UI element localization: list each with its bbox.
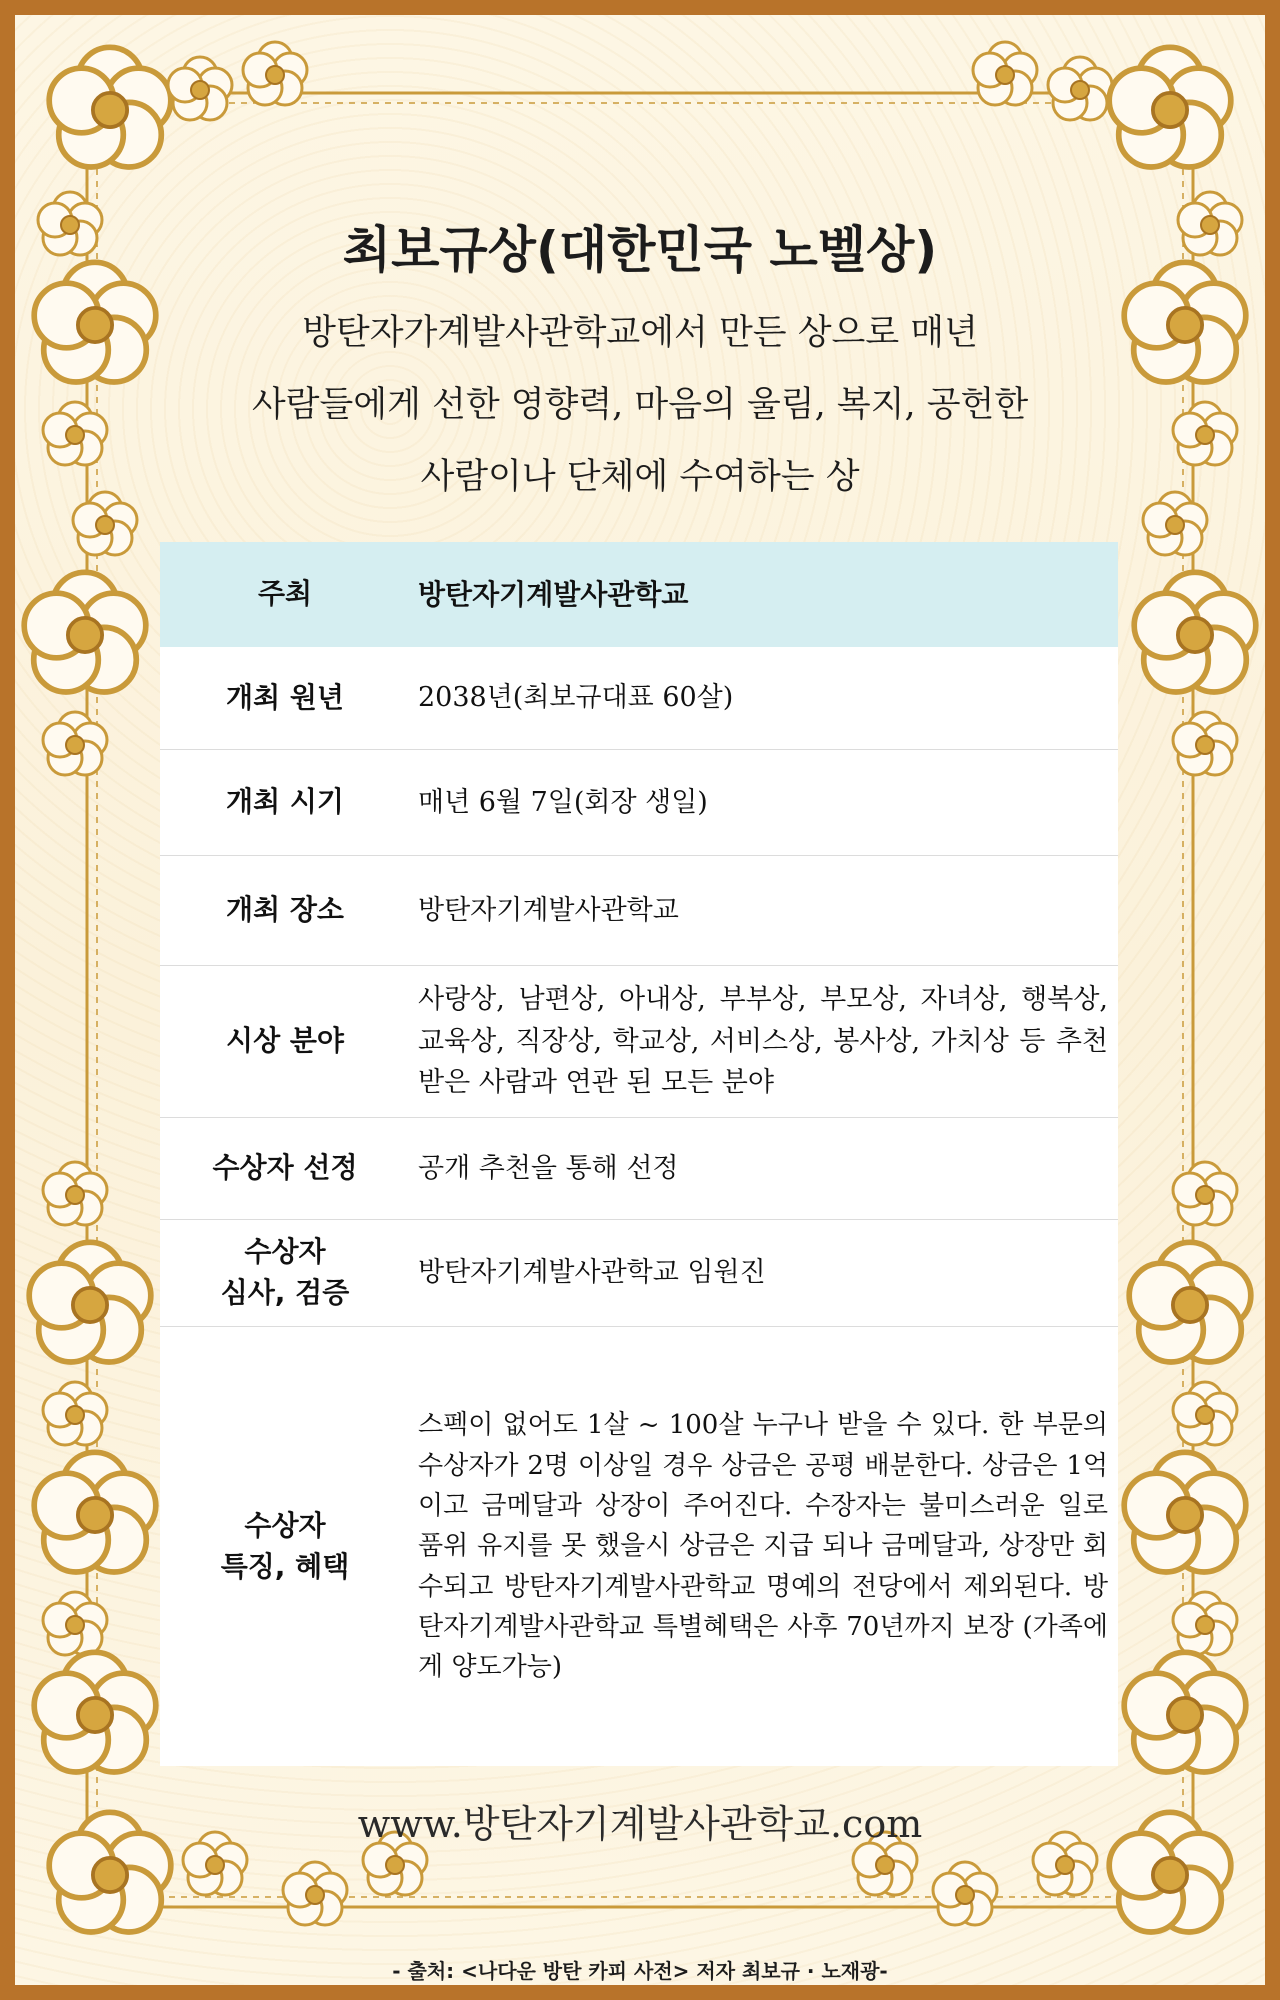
row-value: 2038년(최보규대표 60살) [418, 682, 734, 714]
row-value: 공개 추천을 통해 선정 [418, 1152, 679, 1184]
table-row [160, 1118, 1118, 1220]
row-label: 개최 시기 [226, 785, 344, 819]
table-row [160, 1327, 1118, 1766]
table-row [160, 750, 1118, 856]
source-credit: - 출처: <나다운 방탄 카피 사전> 저자 최보규 · 노재광- [392, 1959, 888, 1983]
page-title: 최보규상(대한민국 노벨상) [342, 221, 938, 279]
row-label: 수상자 특징, 혜택 [220, 1508, 350, 1583]
row-value: 사랑상, 남편상, 아내상, 부부상, 부모상, 자녀상, 행복상, 교육상, 직장상, 학교상, 서비스상, 봉사상, 가치상 등 추천 받은 사람과 연관 된 모든 분야 [418, 983, 1108, 1099]
row-value: 방탄자기계발사관학교 [418, 577, 689, 611]
row-label: 개최 장소 [226, 893, 344, 927]
row-label: 개최 원년 [226, 680, 344, 714]
table-row [160, 966, 1118, 1118]
certificate-frame [15, 15, 1265, 1985]
row-label: 주최 [257, 577, 313, 611]
table-row [160, 647, 1118, 750]
award-info-table [160, 542, 1118, 1766]
table-row [160, 1220, 1118, 1327]
row-label: 수상자 선정 [212, 1151, 358, 1185]
row-label: 수상자 심사, 검증 [220, 1235, 350, 1309]
row-label: 시상 분야 [226, 1024, 344, 1058]
row-value: 방탄자기계발사관학교 임원진 [418, 1257, 766, 1289]
row-value: 방탄자기계발사관학교 [418, 894, 679, 926]
intro-line: 사람이나 단체에 수여하는 상 [420, 457, 860, 497]
intro-line: 방탄자가계발사관학교에서 만든 상으로 매년 [302, 313, 978, 353]
row-value: 스펙이 없어도 1살 ~ 100살 누구나 받을 수 있다. 한 부문의 수상자가 2명 이상일 경우 상금은 공평 배분한다. 상금은 1억이고 금메달과 상장이 주어진다. 수장자는 불미스러운 일로 품위 유지를 못 했을시 상금은 지급 되나 금메달과, 상장만 회수되고 방탄자기계발사관학교 명예의 전당에서 제외된다. 방탄자기계발사관학교 특별혜택은 사후 70년까지 보장 (가족에게 양도가능) [418, 1410, 1108, 1683]
intro-line: 사람들에게 선한 영향력, 마음의 울림, 복지, 공헌한 [251, 385, 1029, 425]
website-url[interactable]: www.방탄자기계발사관학교.com [357, 1802, 923, 1846]
table-row [160, 856, 1118, 966]
row-value: 매년 6월 7일(회장 생일) [418, 786, 708, 818]
table-row [160, 542, 1118, 647]
